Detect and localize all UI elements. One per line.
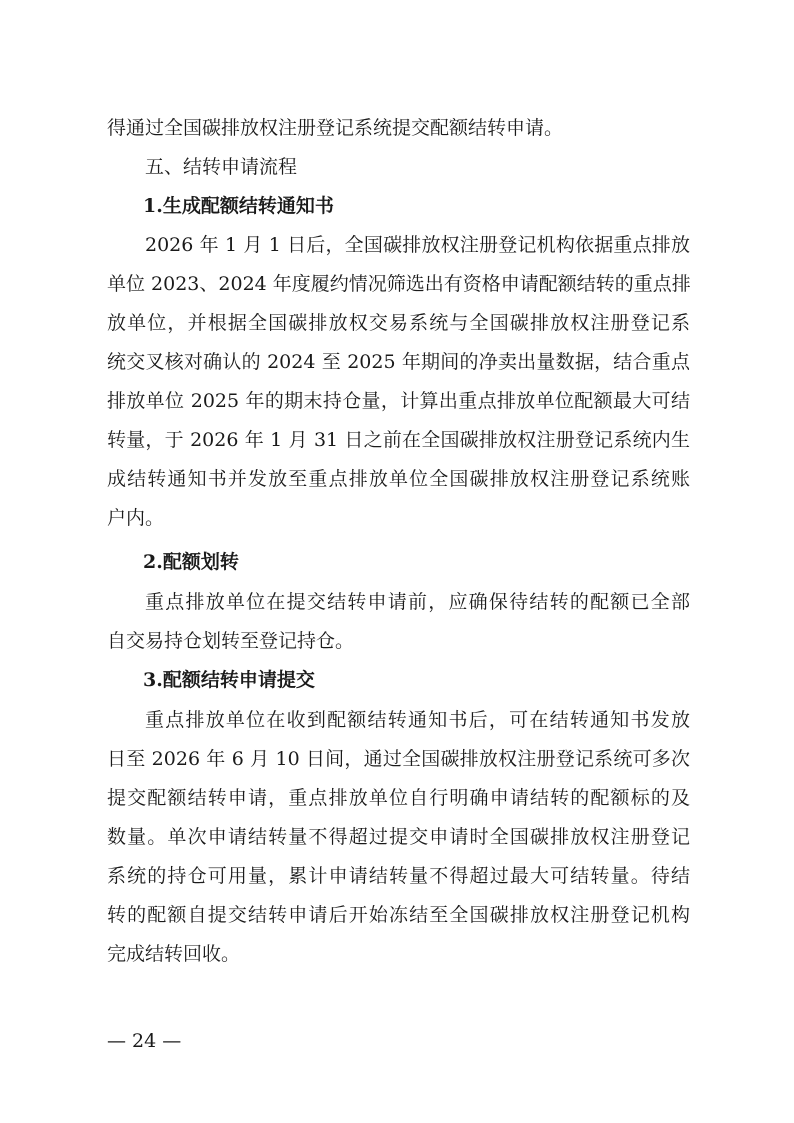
page-number: — 24 — [107,1030,182,1052]
paragraph-line: 统交叉核对确认的 2024 至 2025 年期间的净卖出量数据，结合重点 [107,351,690,373]
subsection-heading: 1.生成配额结转通知书 [143,195,334,217]
paragraph-line: 2026 年 1 月 1 日后，全国碳排放权注册登记机构依据重点排放 [145,234,690,256]
subsection-heading: 2.配额划转 [143,551,239,573]
paragraph-line: 单位 2023、2024 年度履约情况筛选出有资格申请配额结转的重点排 [107,273,691,295]
paragraph-line: 重点排放单位在提交结转申请前，应确保待结转的配额已全部 [145,591,690,613]
paragraph-line: 完成结转回收。 [107,943,241,965]
paragraph-line: 提交配额结转申请，重点排放单位自行明确申请结转的配额标的及 [107,787,690,809]
paragraph-line: 排放单位 2025 年的期末持仓量，计算出重点排放单位配额最大可结 [107,390,690,412]
paragraph-line: 放单位，并根据全国碳排放权交易系统与全国碳排放权注册登记系 [107,312,690,334]
paragraph-line: 系统的持仓可用量，累计申请结转量不得超过最大可结转量。待结 [107,865,690,887]
paragraph-line: 转的配额自提交结转申请后开始冻结至全国碳排放权注册登记机构 [107,904,690,926]
paragraph-line: 自交易持仓划转至登记持仓。 [107,630,355,652]
section-heading: 五、结转申请流程 [145,156,298,178]
paragraph-line: 转量，于 2026 年 1 月 31 日之前在全国碳排放权注册登记系统内生 [107,429,690,451]
paragraph-line: 重点排放单位在收到配额结转通知书后，可在结转通知书发放 [145,709,690,731]
paragraph-line: 成结转通知书并发放至重点排放单位全国碳排放权注册登记系统账 [107,468,690,490]
text-line: 得通过全国碳排放权注册登记系统提交配额结转申请。 [107,117,564,139]
paragraph-line: 日至 2026 年 6 月 10 日间，通过全国碳排放权注册登记系统可多次 [107,748,690,770]
paragraph-line: 数量。单次申请结转量不得超过提交申请时全国碳排放权注册登记 [107,826,690,848]
subsection-heading: 3.配额结转申请提交 [143,669,315,691]
paragraph-line: 户内。 [107,507,165,529]
